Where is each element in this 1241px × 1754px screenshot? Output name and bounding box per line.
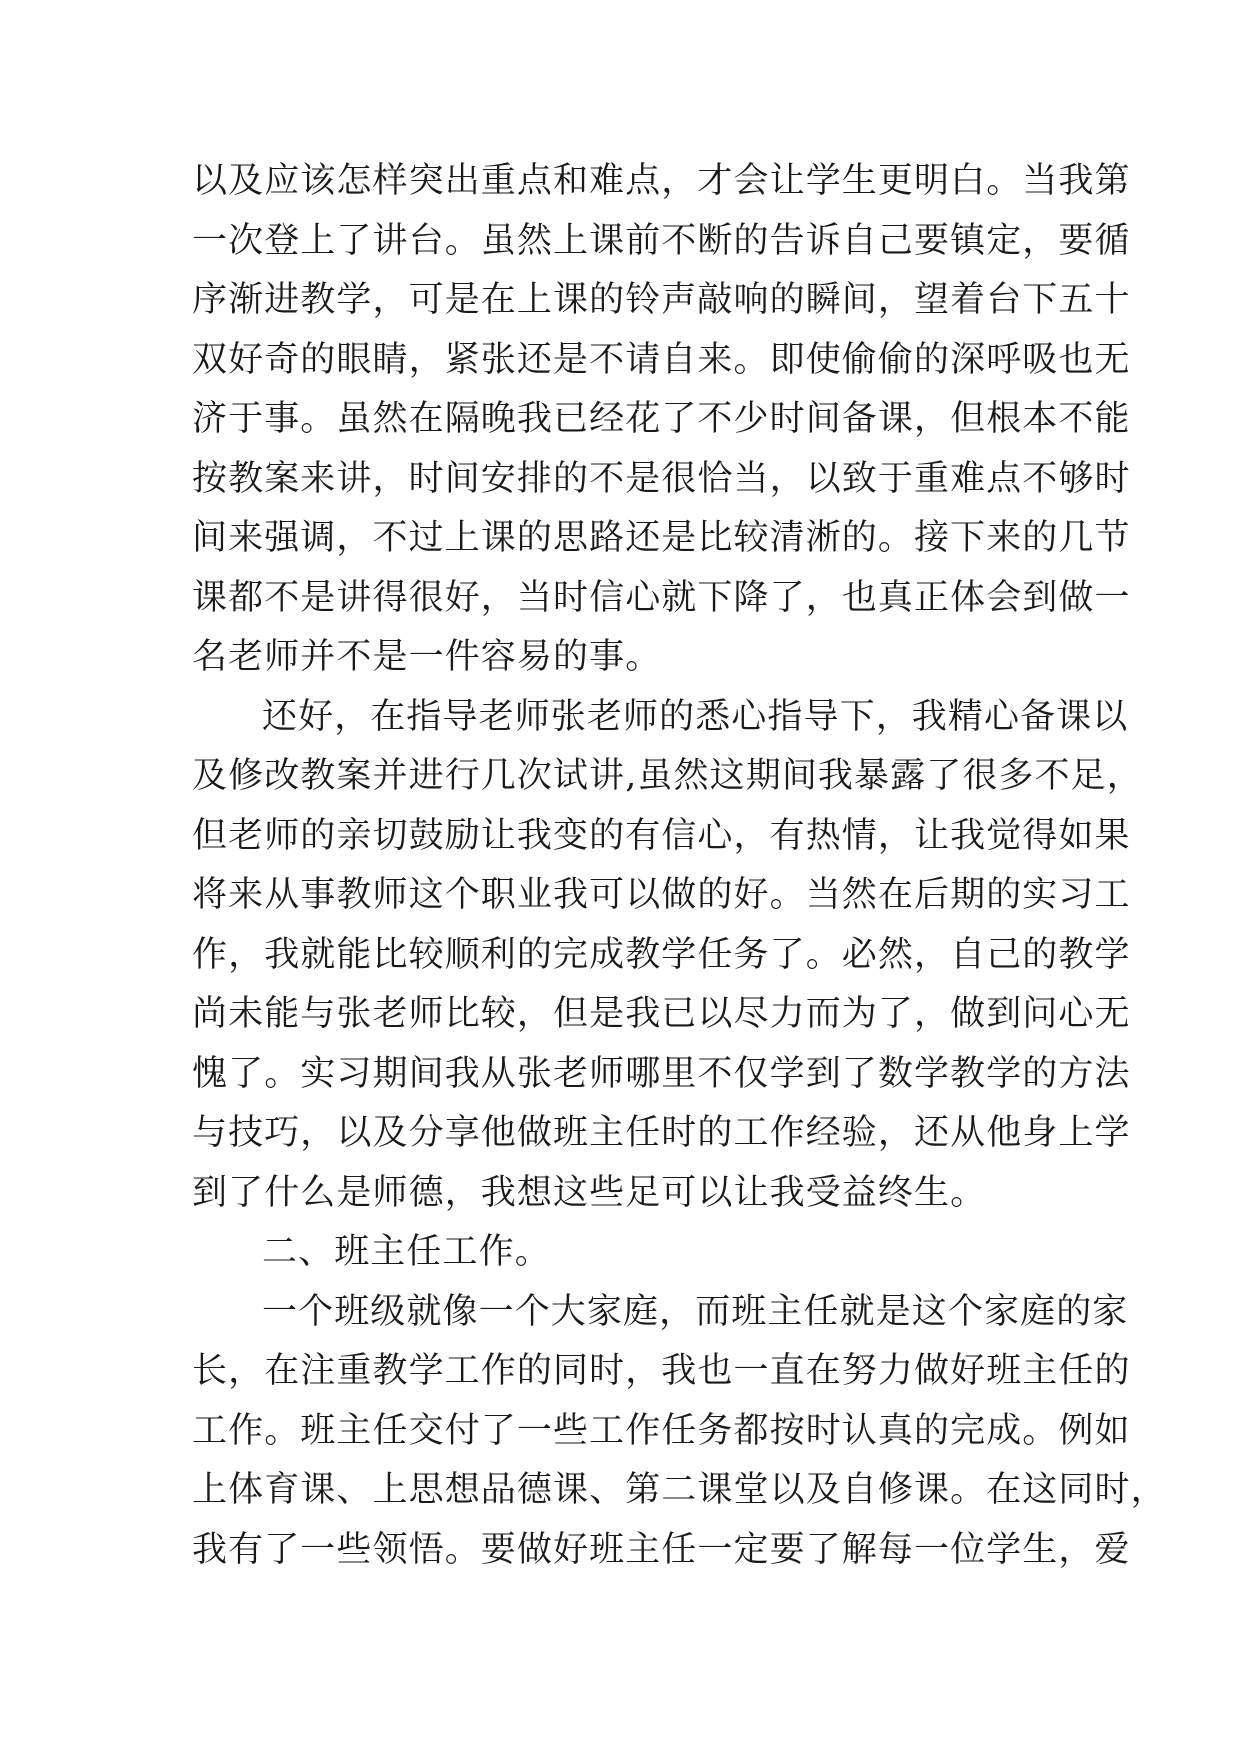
text-line: 以及应该怎样突出重点和难点，才会让学生更明白。当我第 <box>192 161 1131 201</box>
text-line: 愧了。实习期间我从张老师哪里不仅学到了数学教学的方法 <box>192 1053 1131 1094</box>
text-line: 间来强调，不过上课的思路还是比较清淅的。接下来的几节 <box>192 518 1131 558</box>
paragraph-start-line: 还好，在指导老师张老师的悉心指导下，我精心备课以 <box>262 696 1129 737</box>
text-line: 课都不是讲得很好，当时信心就下降了，也真正体会到做一 <box>192 577 1131 618</box>
text-line: 按教案来讲，时间安排的不是很恰当，以致于重难点不够时 <box>192 458 1131 499</box>
text-line: 一次登上了讲台。虽然上课前不断的告诉自己要镇定，要循 <box>192 220 1131 261</box>
text-line: 及修改教案并进行几次试讲,虽然这期间我暴露了很多不足， <box>192 756 1143 796</box>
text-line: 济于事。虽然在隔晚我已经花了不少时间备课，但根本不能 <box>192 399 1131 439</box>
body-text <box>192 152 1167 1580</box>
text-line: 作，我就能比较顺利的完成教学任务了。必然，自己的教学 <box>192 934 1131 975</box>
text-line: 序渐进教学，可是在上课的铃声敲响的瞬间，望着台下五十 <box>192 280 1131 320</box>
paragraph-start-line: 一个班级就像一个大家庭，而班主任就是这个家庭的家 <box>262 1291 1129 1332</box>
text-line: 到了什么是师德，我想这些足可以让我受益终生。 <box>192 1172 987 1213</box>
text-line: 上体育课、上思想品德课、第二课堂以及自修课。在这同时， <box>192 1470 1167 1510</box>
text-line: 名老师并不是一件容易的事。 <box>192 637 662 677</box>
text-line: 长，在注重教学工作的同时，我也一直在努力做好班主任的 <box>192 1351 1131 1391</box>
text-line: 尚未能与张老师比较，但是我已以尽力而为了，做到问心无 <box>192 994 1131 1034</box>
section-heading: 二、班主任工作。 <box>262 1232 551 1272</box>
text-line: 工作。班主任交付了一些工作任务都按时认真的完成。例如 <box>192 1410 1131 1451</box>
text-line: 与技巧，以及分享他做班主任时的工作经验，还从他身上学 <box>192 1113 1131 1153</box>
text-line: 双好奇的眼睛，紧张还是不请自来。即使偷偷的深呼吸也无 <box>192 339 1131 380</box>
text-line: 但老师的亲切鼓励让我变的有信心，有热情，让我觉得如果 <box>192 815 1131 856</box>
text-line: 我有了一些领悟。要做好班主任一定要了解每一位学生，爱 <box>192 1529 1131 1570</box>
text-line: 将来从事教师这个职业我可以做的好。当然在后期的实习工 <box>192 875 1131 915</box>
